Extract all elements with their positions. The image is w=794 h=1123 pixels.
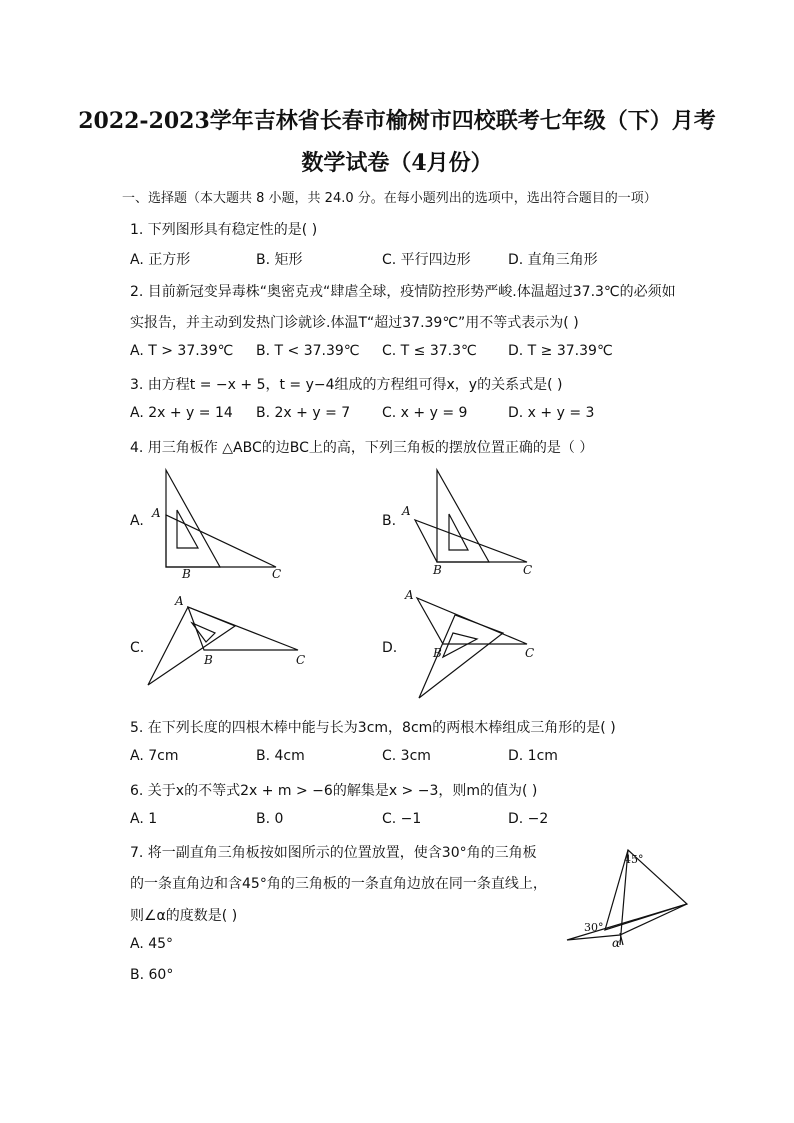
q4-figure-b-triangles [395,460,555,585]
q5-option-a: A. 7cm [130,748,179,764]
svg-text:A: A [152,506,161,520]
q4-figure-c-triangles [140,590,320,695]
q7-option-b: B. 60° [130,967,174,983]
q5-stem: 5. 在下列长度的四根木棒中能与长为3cm，8cm的两根木棒组成三角形的是( ) [130,720,616,736]
svg-text:C: C [525,646,535,660]
q6-option-d: D. −2 [508,811,549,827]
svg-text:B: B [204,653,213,667]
q7-option-a: A. 45° [130,936,174,952]
q6-option-c: C. −1 [382,811,422,827]
q2-option-b: B. T < 37.39℃ [256,343,360,359]
section-heading: 一、选择题（本大题共 8 小题，共 24.0 分。在每小题列出的选项中，选出符合题目的一项） [122,191,657,206]
q7-figure-set-squares [560,845,695,950]
svg-text:B: B [433,563,442,577]
paper-title-line2: 数学试卷（4月份） [301,150,493,176]
q4-figure-b-label: B. [382,513,397,529]
q5-option-b: B. 4cm [256,748,305,764]
svg-text:C: C [296,653,306,667]
paper-title-line1: 2022-2023学年吉林省长春市榆树市四校联考七年级（下）月考 [78,108,716,134]
q4-figure-c-label: C. [130,640,145,656]
q3-option-d: D. x + y = 3 [508,405,595,421]
q2-option-a: A. T > 37.39℃ [130,343,234,359]
q4-stem: 4. 用三角板作 △ABC的边BC上的高，下列三角板的摆放位置正确的是（ ） [130,440,594,456]
svg-text:C: C [523,563,533,577]
q1-option-a: A. 正方形 [130,252,191,268]
q6-option-a: A. 1 [130,811,158,827]
q7-stem-line1: 7. 将一副直角三角板按如图所示的位置放置，使含30°角的三角板 [130,845,537,861]
q1-option-c: C. 平行四边形 [382,252,471,268]
q2-option-c: C. T ≤ 37.3℃ [382,343,477,359]
q4-figure-d-label: D. [382,640,398,656]
q3-option-c: C. x + y = 9 [382,405,468,421]
q4-figure-a-triangles [140,460,300,585]
q1-option-b: B. 矩形 [256,252,303,268]
svg-text:45°: 45° [624,853,644,866]
q7-stem-line2: 的一条直角边和含45°角的三角板的一条直角边放在同一条直线上， [130,876,547,892]
q3-option-a: A. 2x + y = 14 [130,405,233,421]
q2-stem-line1: 2. 目前新冠变异毒株“奥密克戎“肆虐全球，疫情防控形势严峻.体温超过37.3℃的必须如 [130,284,676,300]
svg-text:B: B [182,567,191,581]
q6-stem: 6. 关于x的不等式2x + m > −6的解集是x > −3，则m的值为( ) [130,783,538,799]
svg-text:A: A [405,588,414,602]
q7-stem-line3: 则∠α的度数是( ) [130,908,238,924]
svg-text:α: α [612,936,621,950]
svg-text:30°: 30° [584,921,604,934]
q1-option-d: D. 直角三角形 [508,252,598,268]
svg-text:A: A [402,504,411,518]
q6-option-b: B. 0 [256,811,284,827]
q1-stem: 1. 下列图形具有稳定性的是( ) [130,222,318,238]
q3-stem: 3. 由方程t = −x + 5，t = y−4组成的方程组可得x，y的关系式是( ) [130,377,563,393]
q2-option-d: D. T ≥ 37.39℃ [508,343,613,359]
q4-figure-a-label: A. [130,513,144,529]
q5-option-c: C. 3cm [382,748,431,764]
svg-text:C: C [272,567,282,581]
q3-option-b: B. 2x + y = 7 [256,405,351,421]
q4-figure-d-triangles [395,585,555,700]
svg-text:B: B [433,646,442,660]
q5-option-d: D. 1cm [508,748,558,764]
q2-stem-line2: 实报告，并主动到发热门诊就诊.体温T“超过37.39℃”用不等式表示为( ) [130,315,579,331]
svg-text:A: A [175,594,184,608]
